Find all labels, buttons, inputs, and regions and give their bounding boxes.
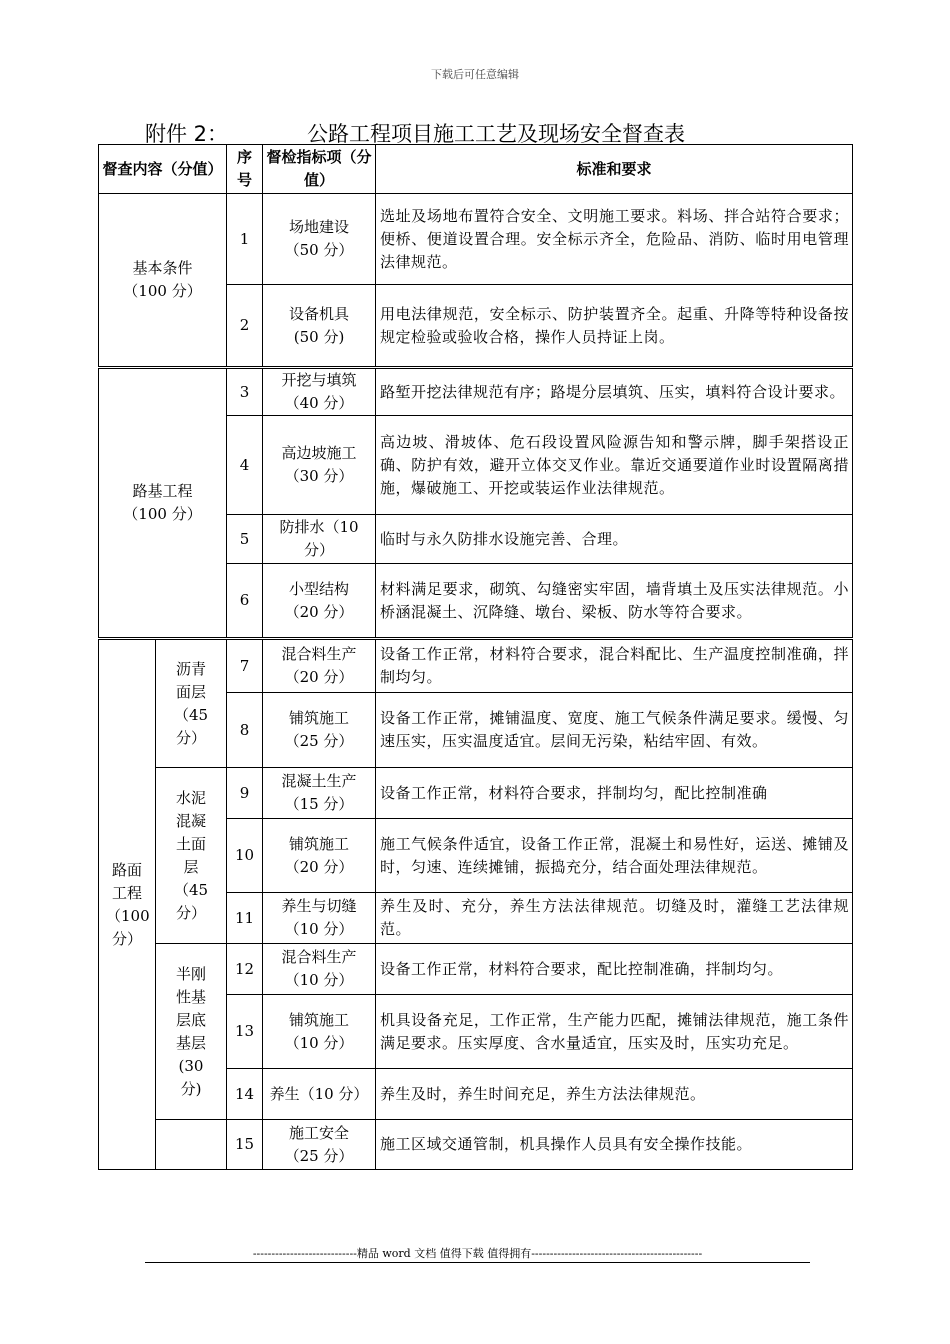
row-standard: 临时与永久防排水设施完善、合理。 xyxy=(376,515,853,564)
row-indicator-text: 铺筑施工（10 分） xyxy=(284,1010,354,1052)
subgroup-asphalt xyxy=(156,639,227,768)
row-standard: 施工气候条件适宜，设备工作正常，混凝土和易性好，运送、摊铺及时，匀速、连续摊铺，振捣充分，结合面处理法律规范。 xyxy=(376,819,853,893)
row-standard: 机具设备充足，工作正常，生产能力匹配，摊铺法律规范，施工条件满足要求。压实厚度、含水量适宜，压实及时，压实功充足。 xyxy=(376,995,853,1069)
row-seq: 5 xyxy=(227,515,263,564)
row-indicator-text: 高边坡施工（30 分） xyxy=(281,444,357,485)
row-indicator xyxy=(263,194,376,285)
row-seq: 15 xyxy=(227,1120,263,1170)
row-standard: 施工区域交通管制，机具操作人员具有安全操作技能。 xyxy=(376,1120,853,1170)
row-standard: 用电法律规范，安全标示、防护装置齐全。起重、升降等特种设备按规定检验或验收合格，操作人员持证上岗。 xyxy=(376,285,853,368)
table-row xyxy=(99,768,853,819)
row-standard: 设备工作正常，材料符合要求，混合料配比、生产温度控制准确，拌制均匀。 xyxy=(376,639,853,693)
table-row xyxy=(99,368,853,416)
table-title: 公路工程项目施工工艺及现场安全督查表 xyxy=(307,122,685,146)
row-seq: 2 xyxy=(227,285,263,368)
row-seq: 9 xyxy=(227,768,263,819)
subgroup-asphalt-label: 沥青面层（45 分） xyxy=(173,659,209,747)
row-indicator xyxy=(263,1069,376,1120)
row-indicator xyxy=(263,285,376,368)
inspection-table xyxy=(98,144,853,1170)
row-seq: 8 xyxy=(227,693,263,768)
subgroup-semirigid xyxy=(156,944,227,1120)
row-standard: 高边坡、滑坡体、危石段设置风险源告知和警示牌，脚手架搭设正确、防护有效，避开立体交叉作业。靠近交通要道作业时设置隔离措施，爆破施工、开挖或装运作业法律规范。 xyxy=(376,416,853,515)
header-seq-text: 序号 xyxy=(237,148,253,189)
subgroup-semirigid-label: 半刚性基层底基层(30 分) xyxy=(175,964,206,1098)
row-standard: 设备工作正常，摊铺温度、宽度、施工气候条件满足要求。缓慢、匀速压实，压实温度适宜。层间无污染，粘结牢固、有效。 xyxy=(376,693,853,768)
subgroup-cement xyxy=(156,768,227,944)
row-indicator-text: 施工安全（25 分） xyxy=(284,1123,354,1165)
row-seq: 12 xyxy=(227,944,263,995)
table-row xyxy=(99,944,853,995)
header-indicator: 督检指标项（分值） xyxy=(263,145,376,194)
row-indicator xyxy=(263,944,376,995)
row-standard: 养生及时，养生时间充足，养生方法法律规范。 xyxy=(376,1069,853,1120)
row-indicator-text: 铺筑施工（20 分） xyxy=(284,834,354,876)
header-content: 督查内容（分值） xyxy=(99,145,227,194)
row-indicator-text: 养生（10 分） xyxy=(269,1084,369,1103)
row-seq: 14 xyxy=(227,1069,263,1120)
row-indicator-text: 设备机具(50 分) xyxy=(289,304,350,346)
row-indicator-text: 开挖与填筑（40 分） xyxy=(281,371,357,412)
row-indicator xyxy=(263,1120,376,1170)
row-indicator-text: 混凝土生产（15 分） xyxy=(281,772,357,813)
annex-label: 附件 2： xyxy=(145,122,229,146)
document-title xyxy=(145,118,845,146)
row-seq: 3 xyxy=(227,368,263,416)
row-standard: 路堑开挖法律规范有序；路堤分层填筑、压实，填料符合设计要求。 xyxy=(376,368,853,416)
header-note: 下载后可任意编辑 xyxy=(431,68,519,81)
row-indicator xyxy=(263,368,376,416)
table-row xyxy=(99,1120,853,1170)
row-indicator-text: 混合料生产（10 分） xyxy=(281,948,357,989)
header-standard: 标准和要求 xyxy=(376,145,853,194)
row-indicator xyxy=(263,768,376,819)
row-indicator xyxy=(263,893,376,944)
table-row xyxy=(99,639,853,693)
subgroup-blank xyxy=(156,1120,227,1170)
row-indicator-text: 混合料生产（20 分） xyxy=(281,645,357,686)
row-indicator-text: 养生与切缝（10 分） xyxy=(281,897,357,938)
row-seq: 11 xyxy=(227,893,263,944)
row-indicator-text: 场地建设（50 分） xyxy=(284,218,354,259)
group-basic xyxy=(99,194,227,368)
header-seq xyxy=(227,145,263,194)
row-indicator xyxy=(263,416,376,515)
header-row xyxy=(99,145,853,194)
subgroup-cement-label: 水泥混凝土面层（45 分） xyxy=(173,788,209,922)
row-seq: 4 xyxy=(227,416,263,515)
row-standard: 养生及时、充分，养生方法法律规范。切缝及时，灌缝工艺法律规范。 xyxy=(376,893,853,944)
row-indicator-text: 铺筑施工（25 分） xyxy=(284,709,354,750)
row-indicator xyxy=(263,564,376,639)
group-pavement-label: 路面工程（100 分） xyxy=(106,860,150,948)
row-indicator xyxy=(263,693,376,768)
row-seq: 13 xyxy=(227,995,263,1069)
group-subgrade xyxy=(99,368,227,639)
row-seq: 1 xyxy=(227,194,263,285)
row-indicator xyxy=(263,995,376,1069)
row-indicator-text: 防排水（10 分） xyxy=(279,518,359,559)
table-row xyxy=(99,194,853,285)
row-indicator xyxy=(263,639,376,693)
row-indicator-text: 小型结构（20 分） xyxy=(284,579,354,621)
group-pavement xyxy=(99,639,156,1170)
row-standard: 材料满足要求，砌筑、勾缝密实牢固，墙背填土及压实法律规范。小桥涵混凝土、沉降缝、墩台、梁板、防水等符合要求。 xyxy=(376,564,853,639)
footer-rule xyxy=(145,1262,810,1263)
row-indicator xyxy=(263,515,376,564)
row-standard: 设备工作正常，材料符合要求，配比控制准确，拌制均匀。 xyxy=(376,944,853,995)
row-seq: 10 xyxy=(227,819,263,893)
row-seq: 7 xyxy=(227,639,263,693)
group-basic-label: 基本条件（100 分） xyxy=(123,259,202,300)
row-indicator xyxy=(263,819,376,893)
group-subgrade-label: 路基工程（100 分） xyxy=(123,482,202,523)
footer-text: ----------------------------精品 word 文档 值得下载 值得拥有---------------------------------------------- xyxy=(252,1247,703,1260)
row-standard: 设备工作正常，材料符合要求，拌制均匀，配比控制准确 xyxy=(376,768,853,819)
row-seq: 6 xyxy=(227,564,263,639)
row-standard: 选址及场地布置符合安全、文明施工要求。料场、拌合站符合要求；便桥、便道设置合理。安全标示齐全，危险品、消防、临时用电管理法律规范。 xyxy=(376,194,853,285)
